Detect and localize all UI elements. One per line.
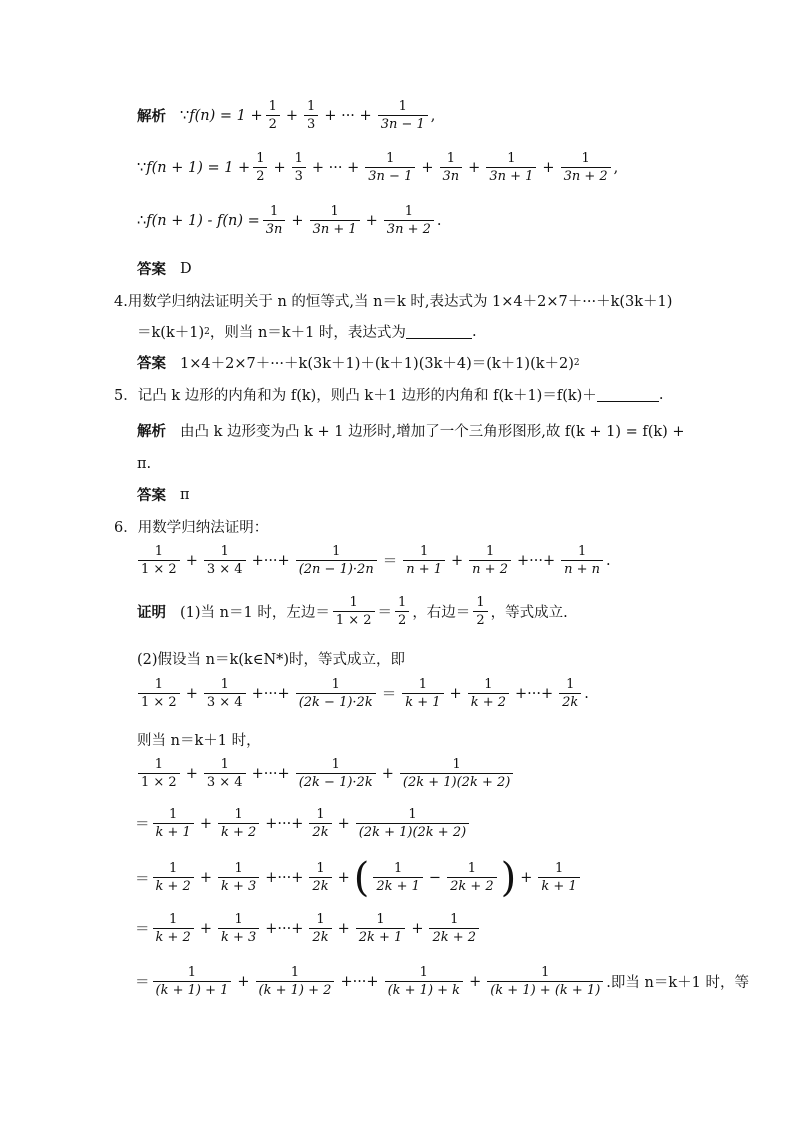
fraction: $\frac{1}{2k + 1}$ [373,862,423,893]
fraction: $\frac{1}{3 \times 4}$ [204,545,246,576]
q6-step4: ＝ $\frac{1}{k + 2}$ + $\frac{1}{k + 3}$ +···+ $\frac{1}{2k}$ + $\frac{1}{2k + 1}$ + $\frac{1}{2k + 2}$ [135,913,482,944]
fraction: $\frac{1}{(2k + 1)(2k + 2)}$ [400,758,513,789]
q5-solution: 解析 由凸 k 边形变为凸 k + 1 边形时,增加了一个三角形图形,故 f(k + 1) = f(k) + [137,423,685,440]
fraction: $\frac{1}{3}$ [292,152,306,183]
fraction: $\frac{1}{3n + 2}$ [384,205,434,236]
q6-step5: ＝ $\frac{1}{(k + 1) + 1}$ + $\frac{1}{(k + 1) + 2}$ +···+ $\frac{1}{(k + 1) + k}$ + $\frac{1}{(k + 1) + (k + 1)}$ .即当 n＝k＋1 时，等 [135,965,749,998]
fraction: $\frac{1}{2k + 1}$ [356,913,406,944]
q6-proof-part1: 证明 (1)当 n＝1 时，左边＝ $\frac{1}{1 \times 2}$ ＝ $\frac{1}{2}$ ，右边＝ $\frac{1}{2}$ ，等式成立. [137,595,568,628]
fraction: $\frac{1}{2k + 2}$ [447,862,497,893]
fraction: $\frac{1}{(k + 1) + (k + 1)}$ [487,966,603,997]
q6-proof-part3: 则当 n＝k＋1 时， [137,733,261,749]
fraction: $\frac{1}{k + 3}$ [218,913,259,944]
fraction: $\frac{1}{n + n}$ [561,545,603,576]
fraction: $\frac{1}{k + 3}$ [218,862,259,893]
answer-blank [597,387,659,402]
fraction: $\frac{1}{2k}$ [309,862,331,893]
fraction: $\frac{1}{3}$ [304,100,318,131]
q6-equation2: $\frac{1}{1 \times 2}$ + $\frac{1}{3 \times 4}$ +···+ $\frac{1}{(2k - 1)\cdot 2k}$ ＝ $\frac{1}{k + 1}$ + $\frac{1}{k + 2}$ +···+ $\frac{1}{2k}$ . [135,678,589,709]
fraction: $\frac{1}{2k + 2}$ [429,913,479,944]
q6-text: 6．用数学归纳法证明： [114,520,269,536]
fraction: $\frac{1}{k + 2}$ [218,808,259,839]
fraction: $\frac{1}{3n + 1}$ [310,205,360,236]
fraction: $\frac{1}{2}$ [253,152,267,183]
fraction: $\frac{1}{3n + 1}$ [486,152,536,183]
sol3-line1: 解析 ∵ f(n) = 1 + $\frac{1}{2}$ + $\frac{1}{3}$ + ··· + $\frac{1}{3n - 1}$ , [137,99,436,132]
fraction: $\frac{1}{(k + 1) + 1}$ [153,966,232,997]
fraction: $\frac{1}{k + 1}$ [538,862,579,893]
q5-solution-line2: π. [137,456,152,472]
fraction: $\frac{1}{(2k - 1)\cdot 2k}$ [296,758,376,789]
fraction: $\frac{1}{k + 2}$ [153,913,194,944]
fraction: $\frac{1}{1 \times 2}$ [138,758,180,789]
fraction: $\frac{1}{3 \times 4}$ [204,678,246,709]
fraction: $\frac{1}{(k + 1) + k}$ [385,966,463,997]
fraction: $\frac{1}{3n}$ [440,152,463,183]
fraction: $\frac{1}{2}$ [473,596,487,627]
fraction: $\frac{1}{2k}$ [309,808,331,839]
q5-answer: 答案 π [137,486,190,504]
fraction: $\frac{1}{k + 2}$ [153,862,194,893]
fraction: $\frac{1}{k + 1}$ [153,808,194,839]
text: f(n) = 1 + [189,107,263,124]
fraction: $\frac{1}{3n}$ [263,205,286,236]
fraction: $\frac{1}{(2k + 1)(2k + 2)}$ [356,808,469,839]
fraction: $\frac{1}{(2n - 1)\cdot 2n}$ [296,545,377,576]
q4-answer: 答案 1×4＋2×7＋···＋k(3k＋1)＋(k＋1)(3k＋4)＝(k＋1)(k＋2) 2 [137,355,580,372]
fraction: $\frac{1}{(2k - 1)\cdot 2k}$ [296,678,376,709]
q6-step2: ＝ $\frac{1}{k + 1}$ + $\frac{1}{k + 2}$ +···+ $\frac{1}{2k}$ + $\frac{1}{(2k + 1)(2k + 2)}$ [135,808,472,839]
fraction: $\frac{1}{k + 1}$ [402,678,443,709]
fraction: $\frac{1}{2k}$ [559,678,581,709]
sol3-line3: ∴ f(n + 1) - f(n) = $\frac{1}{3n}$ + $\frac{1}{3n + 1}$ + $\frac{1}{3n + 2}$ . [137,204,442,237]
fraction: $\frac{1}{1 \times 2}$ [138,678,180,709]
q6-step1: $\frac{1}{1 \times 2}$ + $\frac{1}{3 \times 4}$ +···+ $\frac{1}{(2k - 1)\cdot 2k}$ + $\frac{1}{(2k + 1)(2k + 2)}$ [135,758,516,789]
solution-label: 解析 [137,108,166,126]
answer-blank [406,324,472,339]
fraction: $\frac{1}{3 \times 4}$ [204,758,246,789]
q4-text-line2: ＝k(k＋1) 2 ，则当 n＝k＋1 时，表达式为 . [137,323,477,341]
fraction: $\frac{1}{2k}$ [309,913,331,944]
fraction: $\frac{1}{1 \times 2}$ [138,545,180,576]
q6-equation: $\frac{1}{1 \times 2}$ + $\frac{1}{3 \times 4}$ +···+ $\frac{1}{(2n - 1)\cdot 2n}$ ＝ $\frac{1}{n + 1}$ + $\frac{1}{n + 2}$ +···+ $\frac{1}{n + n}$ . [135,545,611,576]
fraction: $\frac{1}{1 \times 2}$ [333,596,375,627]
answer-label: 答案 [137,261,166,278]
fraction: $\frac{1}{k + 2}$ [468,678,509,709]
fraction: $\frac{1}{n + 2}$ [469,545,511,576]
fraction: $\frac{1}{2}$ [395,596,409,627]
fraction: $\frac{1}{3n - 1}$ [365,152,415,183]
q6-step3: ＝ $\frac{1}{k + 2}$ + $\frac{1}{k + 3}$ +···+ $\frac{1}{2k}$ + ( $\frac{1}{2k + 1}$ − $\frac{1}{2k + 2}$ ) + $\frac{1}{k + 1}$ [135,858,583,898]
fraction: $\frac{1}{(k + 1) + 2}$ [256,966,335,997]
fraction: $\frac{1}{3n - 1}$ [378,100,428,131]
q5-text: 5．记凸 k 边形的内角和为 f(k)，则凸 k＋1 边形的内角和 f(k＋1)＝f(k)＋ . [114,386,664,404]
fraction: $\frac{1}{n + 1}$ [403,545,445,576]
q6-proof-part2: (2)假设当 n＝k(k∈N*)时，等式成立，即 [137,652,406,668]
fraction: $\frac{1}{3n + 2}$ [561,152,611,183]
fraction: $\frac{1}{2}$ [266,100,280,131]
sol3-answer: 答案 D [137,258,192,279]
sol3-line2: ∵ f(n + 1) = 1 + $\frac{1}{2}$ + $\frac{1}{3}$ + ··· + $\frac{1}{3n - 1}$ + $\frac{1}{3n}$ + $\frac{1}{3n + 1}$ + $\frac{1}{3n + 2}$ , [137,151,619,184]
text: ∵ [180,107,190,124]
q4-text-line1: 4.用数学归纳法证明关于 n 的恒等式,当 n＝k 时,表达式为 1×4＋2×7＋···＋k(3k＋1) [114,294,673,310]
